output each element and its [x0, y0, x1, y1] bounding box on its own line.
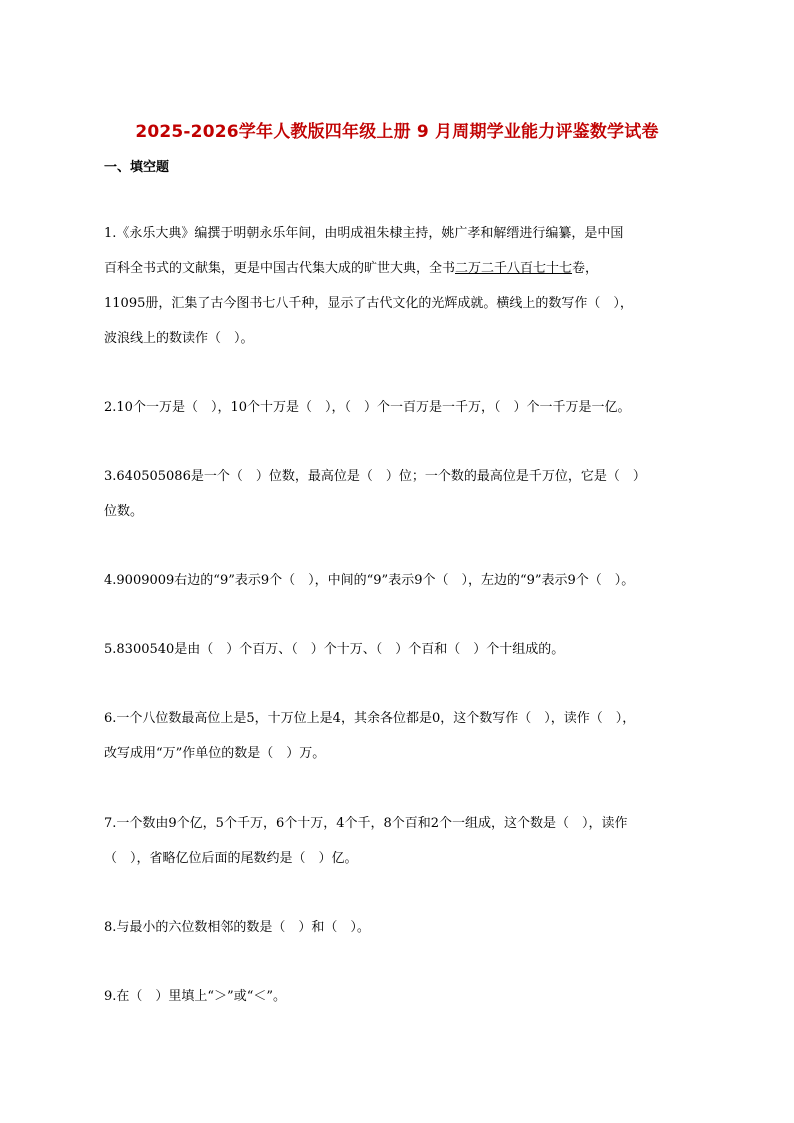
question-1-line-2	[104, 251, 704, 286]
question-1	[104, 216, 704, 356]
question-6	[104, 701, 704, 771]
question-7	[104, 806, 704, 876]
question-4	[104, 563, 704, 598]
question-9-line-1: 9.在（ ）里填上“＞”或“＜”。	[104, 989, 286, 1004]
question-3-line-2: 位数。	[104, 504, 144, 519]
question-4-line-1: 4.9009009右边的“9”表示9个（ ），中间的“9”表示9个（ ），左边的“9”表示9个（ ）。	[104, 573, 635, 588]
section-heading: 一、填空题	[104, 160, 170, 175]
question-1-line-4: 波浪线上的数读作（ ）。	[104, 331, 254, 346]
underlined-number: 二万二千八百七十七	[455, 261, 573, 276]
question-5	[104, 632, 704, 667]
question-8-line-1: 8.与最小的六位数相邻的数是（ ）和（ ）。	[104, 920, 370, 935]
question-1-line-1: 1.《永乐大典》编撰于明朝永乐年间，由明成祖朱棣主持，姚广孝和解缙进行编纂，是中国	[104, 226, 624, 241]
exam-title: 2025-2026学年人教版四年级上册 9 月周期学业能力评鉴数学试卷	[135, 122, 659, 142]
question-6-line-2: 改写成用“万”作单位的数是（ ）万。	[104, 746, 326, 761]
question-1-line-2-end: 卷，	[572, 261, 599, 276]
question-2-line-1: 2.10个一万是（ ），10个十万是（ ），（ ）个一百万是一千万，（ ）个一千万是一亿。	[104, 400, 631, 415]
question-9	[104, 979, 704, 1014]
question-2	[104, 390, 704, 425]
question-3-line-1: 3.640505086是一个（ ）位数，最高位是（ ）位；一个数的最高位是千万位，它是（ ）	[104, 469, 646, 484]
question-6-line-1: 6.一个八位数最高位上是5，十万位上是4，其余各位都是0，这个数写作（ ），读作（ ），	[104, 711, 636, 726]
question-7-line-2: （ ），省略亿位后面的尾数约是（ ）亿。	[104, 851, 358, 866]
question-3	[104, 459, 704, 529]
question-7-line-1: 7.一个数由9个亿，5个千万，6个十万，4个千，8个百和2个一组成，这个数是（ ），读作	[104, 816, 628, 831]
question-1-line-2-start: 百科全书式的文献集，更是中国古代集大成的旷世大典，全书	[104, 261, 456, 276]
question-8	[104, 910, 704, 945]
question-5-line-1: 5.8300540是由（ ）个百万、（ ）个十万、（ ）个百和（ ）个十组成的。	[104, 642, 565, 657]
question-1-line-3: 11095册，汇集了古今图书七八千种，显示了古代文化的光辉成就。横线上的数写作（ ），	[104, 296, 633, 311]
